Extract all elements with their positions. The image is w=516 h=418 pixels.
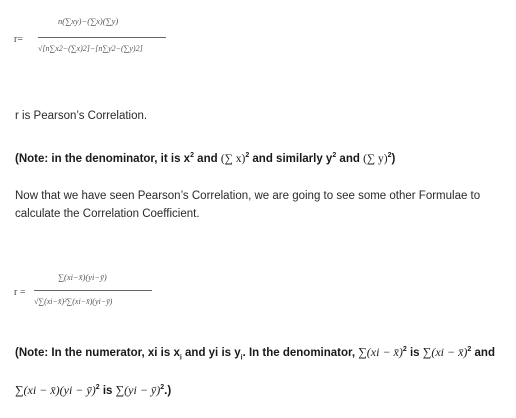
paragraph-line-1: Now that we have seen Pearson’s Correlation, we are going to see some other Formulae to [15, 190, 481, 202]
note2-text-d: is [406, 347, 423, 359]
note2-text-c: . In the denominator, [242, 347, 359, 359]
note2-sup-d: 2 [160, 384, 165, 392]
note1-text-b: and [193, 152, 221, 165]
note2-sup-a: 2 [402, 346, 407, 354]
formula1-numerator: n(∑xy)−(∑x)(∑y) [58, 16, 119, 26]
note1-text-e: ) [391, 152, 396, 165]
note1-sup-a: 2 [190, 152, 194, 159]
note1-text-c: and similarly y [249, 152, 333, 165]
formula2-numerator: ∑(xi−x̄)(yi−ȳ) [58, 272, 107, 282]
note-numerator-line-1 [15, 345, 495, 361]
formula2-denominator: √∑(xi−x̄)²∑(xi−x̄)(yi−ȳ) [34, 297, 113, 306]
note1-sup-d: 2 [387, 152, 392, 159]
note2-text-b: and yi is y [181, 347, 241, 359]
note2-math-a: ∑(xi − x̄) [358, 345, 403, 359]
formula2-lhs: r = [14, 287, 26, 298]
note2-sub-a: i [179, 354, 182, 362]
note1-text-d: and [336, 152, 364, 165]
note1-sup-c: 2 [332, 152, 337, 159]
formula1-denominator: √[n∑x2−(∑x)2]−[n∑y2−(∑y)2] [38, 44, 143, 53]
formula1-lhs: r= [14, 34, 23, 45]
formula1-fraction-bar [38, 37, 166, 38]
formula2-fraction-bar [34, 290, 152, 291]
note1-math-a: (∑ x) [220, 152, 246, 165]
note1-math-b: (∑ y) [363, 152, 388, 165]
note2-text-a: (Note: In the numerator, xi is x [15, 347, 180, 359]
paragraph-line-2: calculate the Correlation Coefficient. [15, 208, 200, 220]
note2-text-e: and [471, 347, 495, 359]
note2-text-g: .) [164, 385, 172, 397]
note1-text-a: (Note: in the denominator, it is x [15, 152, 191, 165]
caption-pearson: r is Pearson’s Correlation. [15, 110, 148, 122]
note2-sub-b: i [240, 354, 243, 362]
note1-sup-b: 2 [245, 152, 250, 159]
note2-sup-c: 2 [95, 384, 100, 392]
note-denominator [15, 152, 395, 165]
note-numerator-line-2 [15, 383, 171, 398]
note2-text-f: is [99, 385, 116, 397]
note2-math-c: ∑(xi − x̄)(yi − ȳ) [15, 383, 96, 397]
note2-math-d: ∑(yi − ȳ) [115, 383, 161, 397]
note2-sup-b: 2 [467, 346, 472, 354]
note2-math-b: ∑(xi − x̄) [422, 345, 468, 359]
